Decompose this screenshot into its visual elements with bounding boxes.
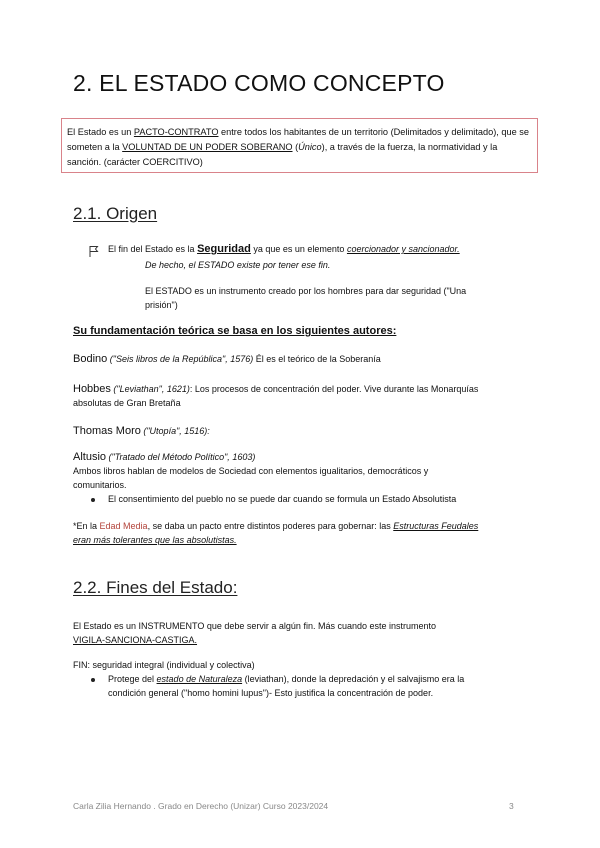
seguridad-term: Seguridad	[197, 243, 251, 255]
note-text: *En la	[73, 521, 100, 531]
author-desc: Él es el teórico de la Soberanía	[253, 354, 381, 364]
author-work: ("Leviathan", 1621)	[110, 384, 190, 394]
definition-text: ), a través de la fuerza, la normatividad y la sanción. (carácter COERCITIVO)	[67, 142, 498, 167]
ambos-line-a: Ambos libros hablan de modelos de Sociedad con elementos igualitarios, democráticos y	[73, 466, 429, 476]
bullet-dot	[91, 498, 95, 502]
section-heading-fines: 2.2. Fines del Estado:	[73, 578, 238, 597]
footer-author: Carla Zilia Hernando . Grado en Derecho (Unizar) Curso 2023/2024	[73, 801, 329, 811]
author-name: Hobbes	[73, 383, 111, 395]
note-text: , se daba un pacto entre distintos poderes para gobernar: las	[147, 521, 394, 531]
ambos-line-b: comunitarios.	[73, 480, 127, 490]
hobbes-line-2: absolutas de Gran Bretaña	[73, 398, 181, 408]
author-work: ("Tratado del Método Político", 1603)	[106, 452, 256, 462]
section-heading-origen: 2.1. Origen	[73, 204, 158, 223]
author-altusio	[73, 450, 255, 464]
coercionador-term: coercionador y sancionador.	[346, 244, 460, 254]
estructuras-feudales-term: Estructuras Feudales	[393, 521, 479, 531]
edad-media-term: Edad Media	[99, 521, 148, 531]
bullet-text: Protege del	[108, 674, 157, 684]
definition-text: El Estado es un	[67, 127, 134, 137]
estado-naturaleza-term: estado de Naturaleza	[156, 674, 243, 684]
author-hobbes	[73, 382, 478, 396]
flag-line-text: ya que es un elemento	[250, 244, 347, 254]
author-moro	[73, 424, 210, 438]
flag-line-text: El fin del Estado es la	[108, 244, 198, 254]
fines-bullet-line-2: condición general ("homo homini lupus")- Esto justifica la concentración de poder.	[108, 688, 434, 698]
origen-line-3a: El ESTADO es un instrumento creado por los hombres para dar seguridad ("Una	[145, 286, 467, 296]
definition-text: entre todos los habitantes de un territorio (Delimitados y delimitado), que se someten a la	[67, 127, 529, 152]
bullet-dot	[91, 678, 95, 682]
author-work: ("Utopía", 1516):	[140, 426, 210, 436]
note-line-2: eran más tolerantes que las absolutistas.	[73, 535, 237, 545]
author-desc: : Los procesos de concentración del poder. Vive durante las Monarquías	[189, 384, 479, 394]
fin-line: FIN: seguridad integral (individual y colectiva)	[73, 660, 255, 670]
definition-box	[61, 118, 538, 173]
page-number: 3	[509, 801, 514, 811]
bullet-text: (leviathan), donde la depredación y el salvajismo era la	[242, 674, 465, 684]
fundamentacion-heading: Su fundamentación teórica se basa en los siguientes autores:	[73, 325, 397, 337]
flag-icon	[89, 245, 99, 257]
page-title: 2. EL ESTADO COMO CONCEPTO	[73, 70, 445, 96]
pacto-contrato-term: PACTO-CONTRATO	[133, 127, 219, 137]
definition-text: (	[292, 142, 299, 152]
author-name: Bodino	[73, 353, 108, 365]
fines-line-2: VIGILA-SANCIONA-CASTIGA.	[73, 635, 198, 645]
bullet-consentimiento: El consentimiento del pueblo no se puede dar cuando se formula un Estado Absolutista	[108, 494, 457, 504]
author-name: Altusio	[73, 451, 107, 463]
author-bodino	[73, 352, 381, 366]
origen-line-3b: prisión")	[145, 300, 178, 310]
author-name: Thomas Moro	[73, 425, 141, 437]
fines-line-1: El Estado es un INSTRUMENTO que debe servir a algún fin. Más cuando este instrumento	[73, 621, 437, 631]
unico-term: Único	[298, 142, 322, 152]
flag-line	[108, 242, 460, 256]
author-work: ("Seis libros de la República", 1576)	[107, 354, 254, 364]
voluntad-term: VOLUNTAD DE UN PODER SOBERANO	[122, 142, 293, 152]
fines-bullet-line-1	[108, 672, 464, 686]
note-line-1	[73, 519, 478, 533]
origen-line-2: De hecho, el ESTADO existe por tener ese fin.	[145, 260, 331, 270]
